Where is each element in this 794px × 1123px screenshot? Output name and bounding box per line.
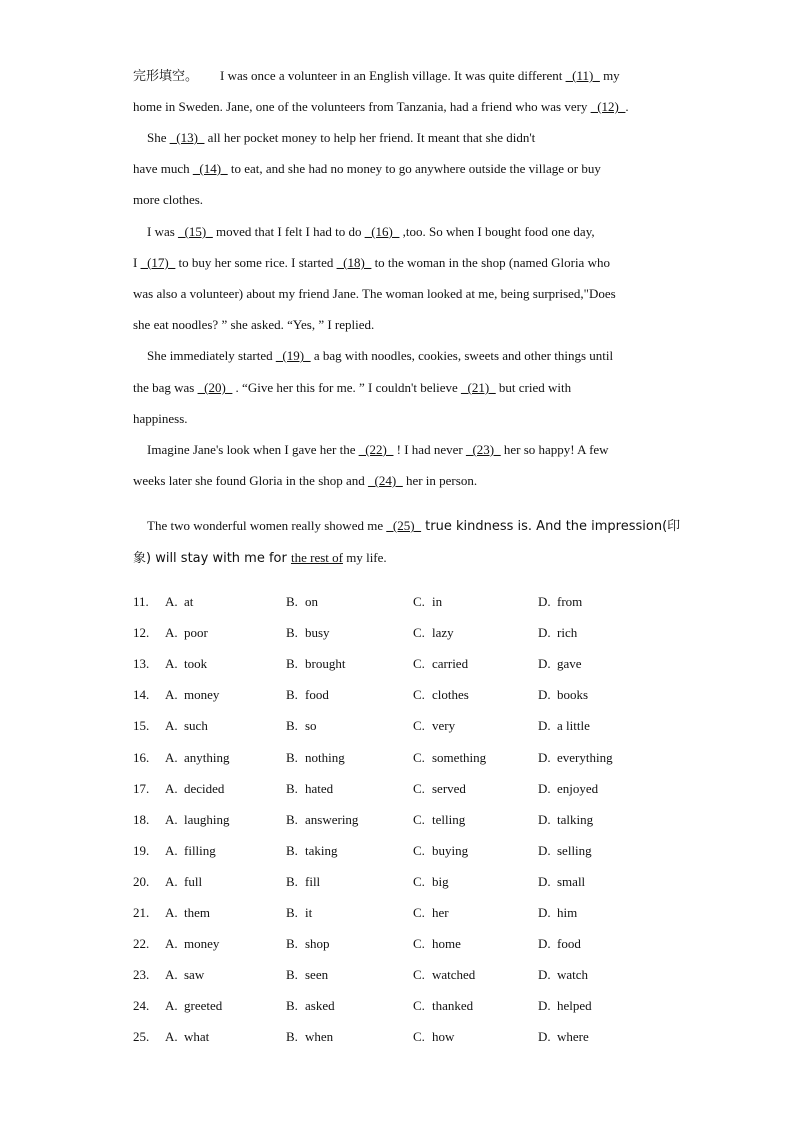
question-row [133, 903, 673, 923]
question-row [133, 716, 673, 736]
option-text: so [305, 718, 317, 734]
option-text: rich [557, 625, 578, 641]
option-text: in [432, 594, 443, 609]
question-number: 17. [133, 780, 150, 796]
passage-line [147, 346, 613, 366]
option-text: clothes [432, 687, 469, 703]
option-a [165, 934, 219, 954]
option-a [165, 965, 204, 985]
option-letter: B. [286, 967, 298, 983]
question-row [133, 623, 673, 643]
passage-text: but cried with [495, 380, 572, 395]
option-letter: A. [165, 873, 178, 889]
passage-text: true kindness is. And the impression(印 [421, 519, 681, 534]
passage-text: was also a volunteer) about my friend Jane. The woman looked at me, being surprised,"Does [133, 286, 616, 301]
option-text: poor [184, 625, 208, 641]
option-text: talking [557, 811, 594, 827]
option-letter: B. [286, 749, 298, 765]
option-text: at [184, 594, 194, 609]
option-text: brought [305, 656, 346, 672]
option-text: from [557, 594, 583, 609]
option-c [413, 654, 468, 674]
question-number: 19. [133, 842, 150, 858]
option-text: where [557, 1029, 589, 1045]
question-number: 14. [133, 687, 150, 703]
option-a [165, 685, 219, 705]
passage-text: my life. [342, 550, 387, 565]
passage-line [133, 315, 374, 335]
option-letter: A. [165, 967, 178, 983]
option-d [538, 654, 582, 674]
option-letter: D. [538, 594, 551, 609]
option-c [413, 748, 486, 768]
option-letter: B. [286, 780, 298, 796]
question-row [133, 592, 673, 612]
option-b [286, 685, 329, 705]
passage-text: . [625, 99, 629, 114]
option-text: a little [557, 718, 590, 734]
question-row [133, 965, 673, 985]
option-letter: D. [538, 873, 551, 889]
option-d [538, 934, 581, 954]
option-letter: D. [538, 842, 551, 858]
option-b [286, 623, 330, 643]
option-letter: B. [286, 718, 298, 734]
option-text: thanked [432, 998, 474, 1014]
question-row [133, 934, 673, 954]
passage-text: her in person. [402, 473, 478, 488]
option-a [165, 996, 222, 1016]
option-text: money [184, 936, 220, 952]
passage-text: to buy her some rice. I started [175, 255, 337, 270]
option-text: laughing [184, 811, 230, 827]
option-d [538, 716, 590, 736]
answer-blank: _(22)_ [358, 442, 394, 457]
option-text: taking [305, 842, 338, 858]
option-text: shop [305, 936, 330, 952]
option-letter: D. [538, 936, 551, 952]
option-letter: D. [538, 998, 551, 1014]
option-text: busy [305, 625, 330, 641]
option-text: him [557, 905, 578, 920]
option-b [286, 1027, 333, 1047]
option-letter: D. [538, 780, 551, 796]
passage-text: moved that I felt I had to do [212, 224, 365, 239]
question-number: 11. [133, 594, 149, 609]
option-d [538, 841, 592, 861]
passage-text: happiness. [133, 411, 188, 426]
passage-text: . “Give her this for me. ” I couldn't believe [232, 380, 461, 395]
option-d [538, 810, 593, 830]
option-text: watch [557, 967, 589, 983]
option-text: telling [432, 811, 466, 827]
question-row [133, 996, 673, 1016]
option-letter: D. [538, 749, 551, 765]
answer-blank: _(25)_ [386, 518, 422, 533]
option-text: answering [305, 811, 359, 827]
option-text: helped [557, 998, 592, 1014]
option-b [286, 592, 318, 612]
option-text: how [432, 1029, 455, 1045]
option-letter: A. [165, 687, 178, 703]
option-text: what [184, 1029, 210, 1045]
answer-blank: _(11)_ [565, 68, 600, 83]
option-b [286, 965, 328, 985]
option-d [538, 779, 598, 799]
option-text: carried [432, 656, 469, 672]
question-number: 12. [133, 625, 150, 641]
passage-text: to eat, and she had no money to go anywhere outside the village or buy [227, 161, 601, 176]
option-d [538, 965, 588, 985]
option-text: very [432, 718, 456, 734]
option-c [413, 779, 466, 799]
passage-text: She immediately started [147, 348, 276, 363]
option-a [165, 654, 207, 674]
question-row [133, 779, 673, 799]
option-text: such [184, 718, 208, 734]
option-text: money [184, 687, 220, 703]
option-text: filling [184, 842, 216, 858]
question-number: 18. [133, 811, 150, 827]
option-letter: C. [413, 842, 425, 858]
option-c [413, 623, 454, 643]
option-letter: C. [413, 967, 425, 983]
passage-line [133, 284, 616, 304]
option-letter: C. [413, 625, 425, 641]
option-b [286, 716, 317, 736]
option-c [413, 841, 468, 861]
option-letter: C. [413, 1029, 425, 1045]
option-letter: B. [286, 936, 298, 952]
passage-text: to the woman in the shop (named Gloria who [371, 255, 610, 270]
option-letter: A. [165, 811, 178, 827]
option-text: buying [432, 842, 469, 858]
passage-text: 象) will stay with me for [133, 551, 291, 566]
question-row [133, 654, 673, 674]
option-c [413, 810, 465, 830]
option-letter: D. [538, 967, 551, 983]
option-text: saw [184, 967, 205, 983]
question-number: 16. [133, 749, 150, 765]
option-letter: A. [165, 842, 178, 858]
option-text: enjoyed [557, 780, 599, 796]
option-text: fill [305, 873, 321, 889]
option-a [165, 748, 230, 768]
option-b [286, 872, 320, 892]
option-letter: C. [413, 998, 425, 1014]
option-text: anything [184, 749, 230, 765]
option-text: asked [305, 998, 335, 1014]
option-text: on [305, 594, 318, 609]
option-letter: C. [413, 656, 425, 672]
option-c [413, 934, 461, 954]
option-b [286, 779, 333, 799]
option-letter: D. [538, 718, 551, 734]
option-c [413, 716, 455, 736]
option-text: her [432, 905, 449, 920]
option-letter: A. [165, 936, 178, 952]
option-text: food [557, 936, 581, 952]
option-letter: C. [413, 873, 425, 889]
passage-text: more clothes. [133, 192, 204, 207]
option-b [286, 654, 345, 674]
option-d [538, 996, 592, 1016]
passage-text: all her pocket money to help her friend. It meant that she didn't [204, 130, 536, 145]
question-number: 20. [133, 873, 150, 889]
option-b [286, 934, 330, 954]
option-letter: A. [165, 1029, 178, 1045]
question-number: 24. [133, 998, 150, 1014]
option-text: served [432, 780, 466, 796]
passage-line [133, 409, 188, 429]
option-letter: C. [413, 905, 425, 920]
option-letter: D. [538, 656, 551, 672]
passage-line [147, 440, 609, 460]
passage-line [133, 548, 387, 569]
option-c [413, 903, 449, 923]
option-text: small [557, 873, 586, 889]
option-text: everything [557, 749, 613, 765]
option-letter: A. [165, 749, 178, 765]
option-letter: C. [413, 687, 425, 703]
passage-line [147, 222, 595, 242]
option-text: something [432, 749, 487, 765]
option-a [165, 841, 216, 861]
option-letter: A. [165, 780, 178, 796]
option-b [286, 748, 345, 768]
option-letter: A. [165, 905, 178, 920]
option-text: took [184, 656, 208, 672]
question-row [133, 1027, 673, 1047]
passage-text: I was [147, 224, 179, 239]
option-text: decided [184, 780, 225, 796]
passage-line [147, 516, 680, 537]
passage-line [147, 128, 535, 148]
answer-blank: _(21)_ [460, 380, 496, 395]
option-a [165, 810, 230, 830]
option-letter: D. [538, 905, 551, 920]
answer-blank: _(19)_ [275, 348, 311, 363]
passage-text: ! I had never [393, 442, 466, 457]
option-letter: B. [286, 842, 298, 858]
option-letter: B. [286, 998, 298, 1014]
option-text: it [305, 905, 313, 920]
question-number: 13. [133, 656, 150, 672]
option-text: full [184, 873, 203, 889]
option-d [538, 592, 582, 612]
answer-blank: _(14)_ [192, 161, 228, 176]
option-text: greeted [184, 998, 223, 1014]
question-row [133, 748, 673, 768]
passage-text: my [599, 68, 620, 83]
option-b [286, 841, 338, 861]
option-letter: A. [165, 718, 178, 734]
passage-text: the bag was [133, 380, 198, 395]
option-letter: D. [538, 687, 551, 703]
option-letter: B. [286, 625, 298, 641]
option-text: when [305, 1029, 334, 1045]
passage-text: The two wonderful women really showed me [147, 518, 387, 533]
passage-text: have much [133, 161, 193, 176]
answer-blank: _(16)_ [364, 224, 400, 239]
option-letter: A. [165, 625, 178, 641]
passage-text: Imagine Jane's look when I gave her the [147, 442, 359, 457]
option-a [165, 716, 208, 736]
option-text: nothing [305, 749, 345, 765]
option-c [413, 592, 442, 612]
option-letter: C. [413, 594, 425, 609]
option-text: gave [557, 656, 582, 672]
option-c [413, 1027, 454, 1047]
option-b [286, 810, 358, 830]
passage-text: home in Sweden. Jane, one of the volunteers from Tanzania, had a friend who was very [133, 99, 591, 114]
passage-line [133, 378, 571, 398]
passage-text: weeks later she found Gloria in the shop and [133, 473, 369, 488]
section-heading: 完形填空。 [133, 69, 199, 84]
answer-blank: _(18)_ [336, 255, 372, 270]
answer-blank: the rest of [290, 550, 343, 565]
option-text: seen [305, 967, 329, 983]
option-text: food [305, 687, 329, 703]
option-letter: D. [538, 811, 551, 827]
option-letter: B. [286, 1029, 298, 1045]
option-b [286, 996, 335, 1016]
option-text: big [432, 873, 449, 889]
option-a [165, 779, 224, 799]
answer-blank: _(20)_ [197, 380, 233, 395]
option-d [538, 623, 577, 643]
option-c [413, 685, 469, 705]
passage-line [133, 66, 620, 87]
option-b [286, 903, 312, 923]
passage-text: She [147, 130, 170, 145]
passage-text: I was once a volunteer in an English village. It was quite different [220, 68, 566, 83]
question-row [133, 872, 673, 892]
question-number: 25. [133, 1029, 150, 1045]
option-letter: A. [165, 998, 178, 1014]
option-text: watched [432, 967, 476, 983]
answer-blank: _(24)_ [368, 473, 403, 488]
option-letter: C. [413, 749, 425, 765]
question-number: 23. [133, 967, 150, 983]
question-row [133, 841, 673, 861]
option-letter: B. [286, 687, 298, 703]
option-d [538, 1027, 589, 1047]
option-d [538, 872, 585, 892]
option-letter: C. [413, 780, 425, 796]
passage-text: ,too. So when I bought food one day, [399, 224, 595, 239]
option-d [538, 748, 613, 768]
question-number: 15. [133, 718, 150, 734]
answer-blank: _(12)_ [590, 99, 626, 114]
question-number: 22. [133, 936, 150, 952]
answer-blank: _(23)_ [465, 442, 501, 457]
option-c [413, 965, 475, 985]
option-letter: D. [538, 625, 551, 641]
option-c [413, 872, 449, 892]
option-a [165, 1027, 209, 1047]
answer-blank: _(17)_ [140, 255, 176, 270]
option-text: them [184, 905, 210, 920]
option-d [538, 685, 588, 705]
answer-blank: _(15)_ [178, 224, 213, 239]
passage-line [133, 97, 629, 117]
option-letter: B. [286, 905, 298, 920]
option-text: lazy [432, 625, 454, 641]
question-number: 21. [133, 905, 150, 920]
passage-text: her so happy! A few [500, 442, 609, 457]
answer-blank: _(13)_ [169, 130, 205, 145]
option-letter: B. [286, 594, 298, 609]
option-text: selling [557, 842, 592, 858]
passage-line [133, 159, 601, 179]
option-text: home [432, 936, 461, 952]
passage-text: a bag with noodles, cookies, sweets and other things until [310, 348, 614, 363]
option-a [165, 623, 208, 643]
option-letter: D. [538, 1029, 551, 1045]
option-letter: B. [286, 811, 298, 827]
option-letter: C. [413, 718, 425, 734]
passage-line [133, 190, 203, 210]
option-c [413, 996, 473, 1016]
question-row [133, 685, 673, 705]
question-row [133, 810, 673, 830]
option-letter: C. [413, 811, 425, 827]
option-text: hated [305, 780, 334, 796]
passage-line [133, 253, 610, 273]
option-a [165, 872, 202, 892]
option-d [538, 903, 577, 923]
option-a [165, 592, 193, 612]
option-text: books [557, 687, 589, 703]
option-a [165, 903, 210, 923]
passage-line [133, 471, 477, 491]
option-letter: A. [165, 594, 178, 609]
option-letter: A. [165, 656, 178, 672]
passage-text: I [133, 255, 141, 270]
option-letter: B. [286, 656, 298, 672]
option-letter: B. [286, 873, 298, 889]
passage-text: she eat noodles? ” she asked. “Yes, ” I replied. [133, 317, 375, 332]
option-letter: C. [413, 936, 425, 952]
